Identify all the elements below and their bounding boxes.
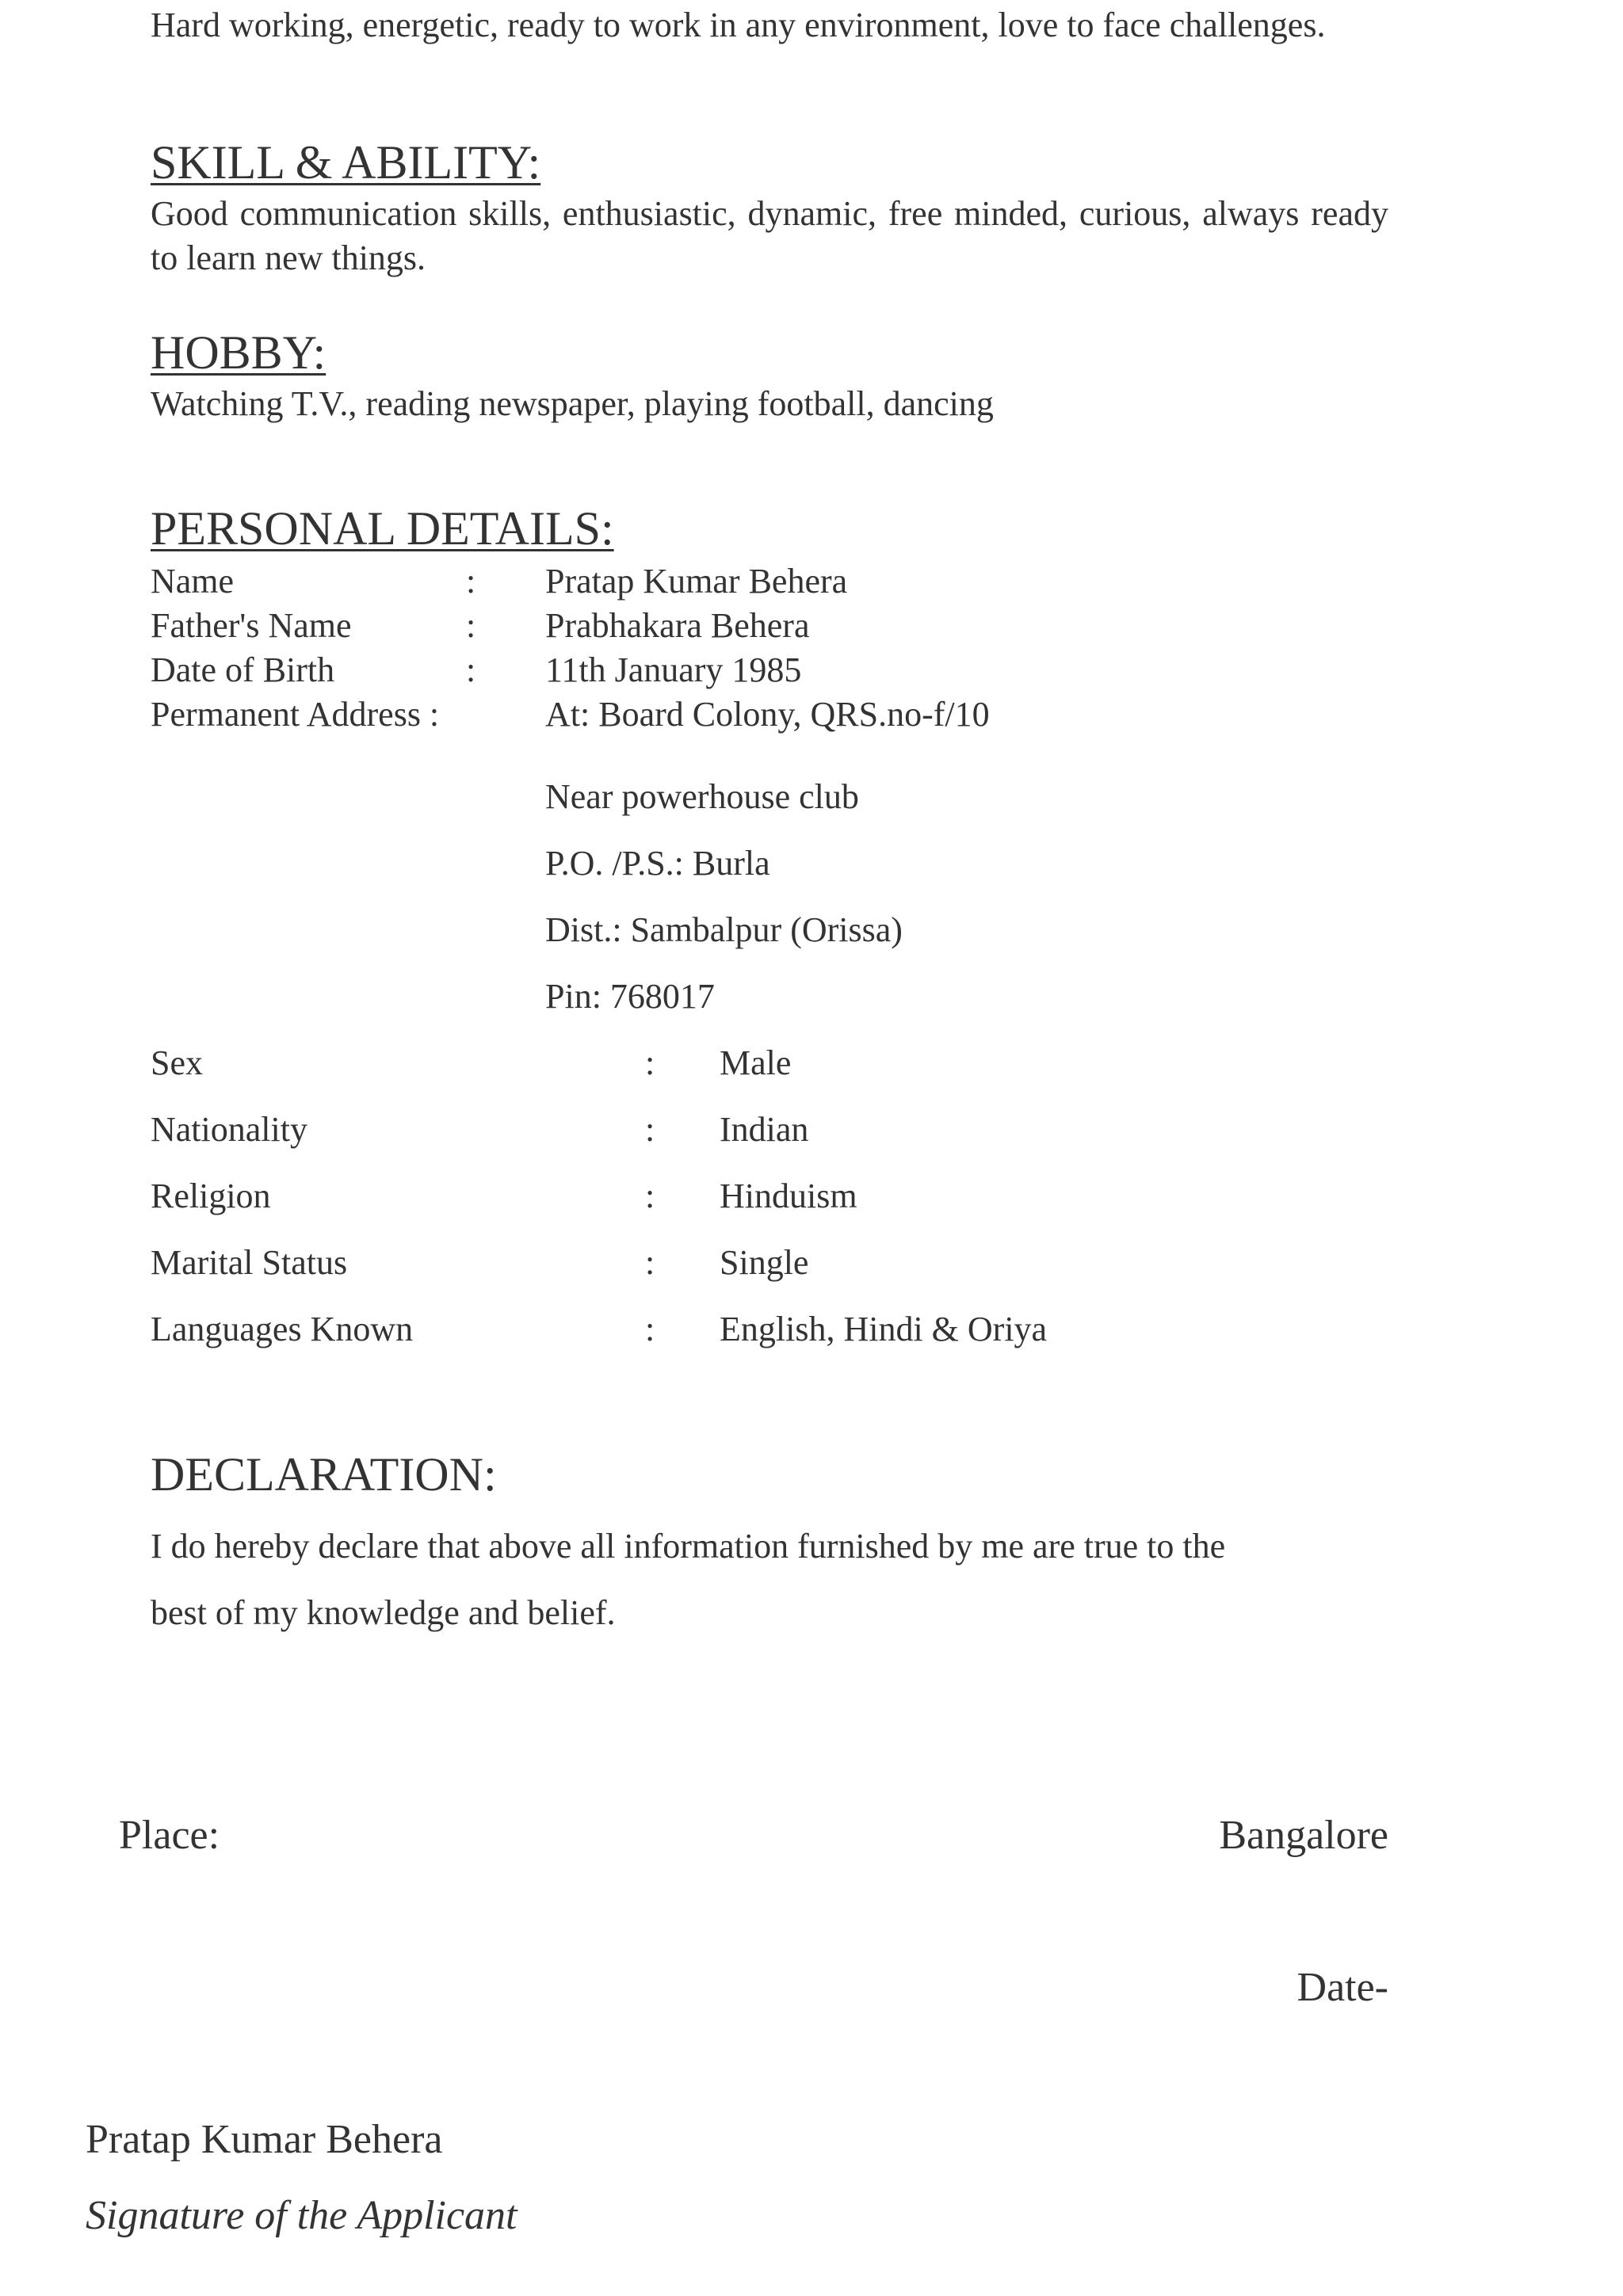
sex-colon: : <box>645 1043 655 1082</box>
address-line-3: Dist.: Sambalpur (Orissa) <box>545 910 903 949</box>
languages-value: English, Hindi & Oriya <box>720 1310 1048 1348</box>
name-label: Name <box>151 562 235 601</box>
hobby-text: Watching T.V., reading newspaper, playing football, dancing <box>151 384 994 423</box>
skill-paragraph: Good communication skills, enthusiastic, dynamic, free minded, curious, always ready to learn new things. <box>151 194 1388 277</box>
applicant-name: Pratap Kumar Behera <box>86 2117 443 2162</box>
address-line-2: P.O. /P.S.: Burla <box>545 844 770 883</box>
address-line-4: Pin: 768017 <box>545 977 715 1016</box>
religion-colon: : <box>645 1177 655 1215</box>
sex-value: Male <box>720 1043 792 1082</box>
languages-colon: : <box>645 1310 655 1348</box>
declaration-line-2: best of my knowledge and belief. <box>151 1593 616 1632</box>
declaration-line-1: I do hereby declare that above all information furnished by me are true to the <box>151 1527 1226 1566</box>
skill-heading: SKILL & ABILITY: <box>151 136 541 189</box>
address-label: Permanent Address : <box>151 695 440 734</box>
name-value: Pratap Kumar Behera <box>545 562 848 601</box>
address-line-1: Near powerhouse club <box>545 777 859 816</box>
marital-status-label: Marital Status <box>151 1243 348 1282</box>
nationality-label: Nationality <box>151 1110 307 1149</box>
fathers-name-value: Prabhakara Behera <box>545 606 810 645</box>
name-colon: : <box>466 562 476 601</box>
marital-status-colon: : <box>645 1243 655 1282</box>
languages-label: Languages Known <box>151 1310 414 1348</box>
intro-paragraph: Hard working, energetic, ready to work in any environment, love to face challenges. <box>151 6 1326 44</box>
nationality-value: Indian <box>720 1110 809 1149</box>
dob-label: Date of Birth <box>151 650 335 689</box>
personal-details-heading: PERSONAL DETAILS: <box>151 502 614 555</box>
sex-label: Sex <box>151 1043 203 1082</box>
place-label: Place: <box>119 1813 220 1858</box>
religion-value: Hinduism <box>720 1177 857 1215</box>
nationality-colon: : <box>645 1110 655 1149</box>
date-label: Date- <box>1296 1965 1388 2010</box>
declaration-heading: DECLARATION: <box>151 1448 497 1501</box>
religion-label: Religion <box>151 1177 271 1215</box>
hobby-heading: HOBBY: <box>151 326 327 379</box>
dob-colon: : <box>466 650 476 689</box>
address-value: At: Board Colony, QRS.no-f/10 <box>545 695 990 734</box>
fathers-name-label: Father's Name <box>151 606 352 645</box>
dob-value: 11th January 1985 <box>545 650 802 689</box>
signature-label: Signature of the Applicant <box>86 2193 517 2238</box>
marital-status-value: Single <box>720 1243 809 1282</box>
place-value: Bangalore <box>1219 1813 1388 1858</box>
fathers-name-colon: : <box>466 606 476 645</box>
